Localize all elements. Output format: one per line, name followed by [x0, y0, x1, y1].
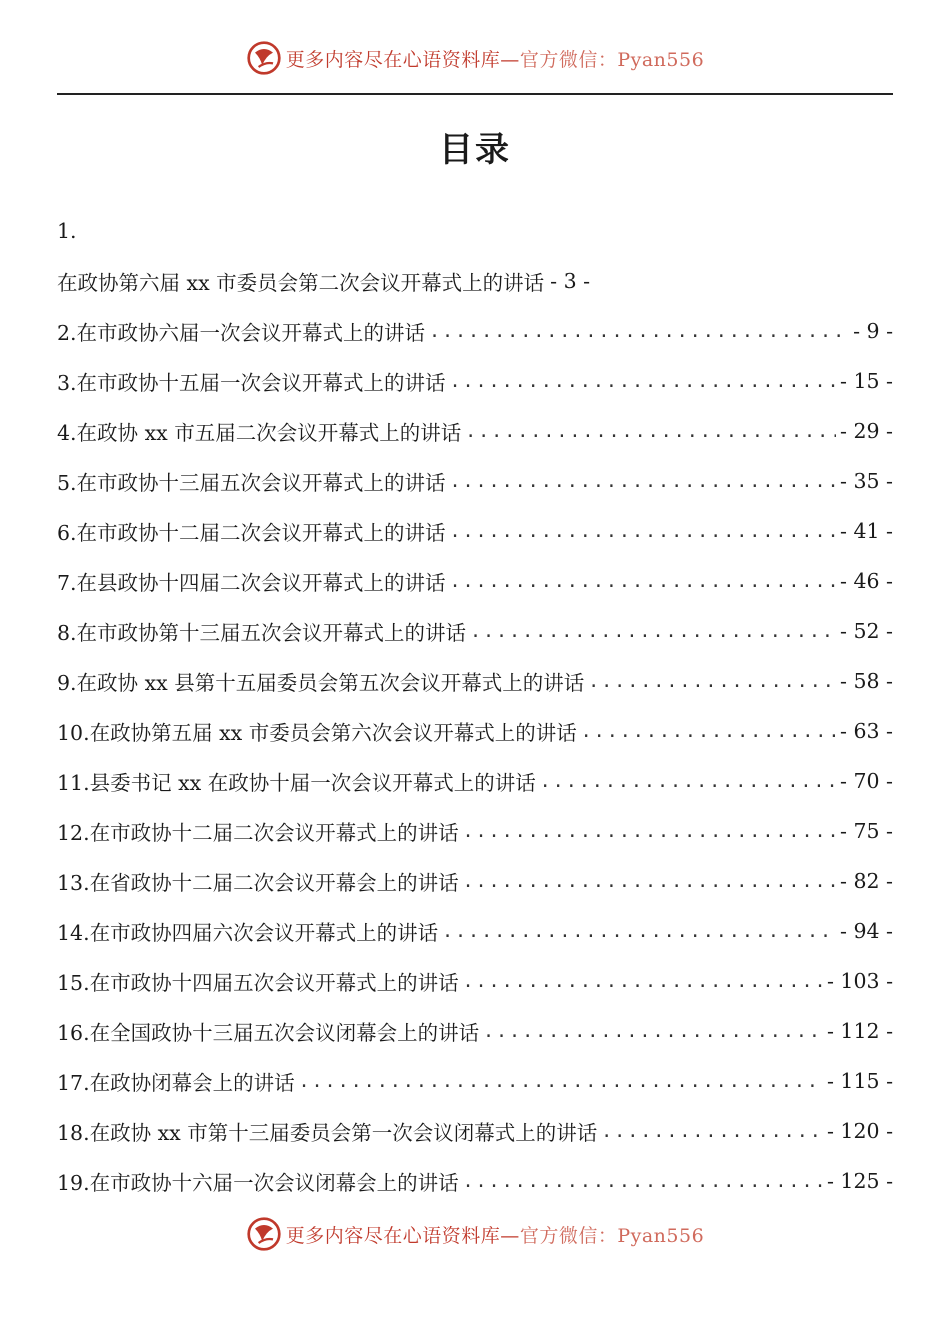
toc-entry-title: 9.在政协 xx 县第十五届委员会第五次会议开幕式上的讲话 — [57, 671, 585, 695]
toc-entry-title: 16.在全国政协十三届五次会议闭幕会上的讲话 — [57, 1021, 480, 1045]
toc-item[interactable] — [57, 406, 893, 456]
toc-item[interactable] — [57, 306, 893, 356]
toc-leader-dots — [450, 371, 836, 392]
toc-entry-title: 13.在省政协十二届二次会议开幕会上的讲话 — [57, 871, 459, 895]
toc-item[interactable] — [57, 856, 893, 906]
toc-leader-dots — [450, 571, 836, 592]
toc-entry-page: - 70 - — [840, 769, 893, 793]
toc-entry-page: - 82 - — [840, 869, 893, 893]
toc-entry-page: - 41 - — [840, 519, 893, 543]
toc-entry-title: 19.在市政协十六届一次会议闭幕会上的讲话 — [57, 1171, 459, 1195]
toc-entry-title: 15.在市政协十四届五次会议开幕式上的讲话 — [57, 971, 459, 995]
toc-leader-dots — [463, 821, 836, 842]
toc-entry-title: 5.在市政协十三届五次会议开幕式上的讲话 — [57, 471, 446, 495]
brand-logo-icon — [246, 40, 282, 76]
toc-entry-title: 8.在市政协第十三届五次会议开幕式上的讲话 — [57, 621, 467, 645]
toc-entry-page: - 3 - — [550, 269, 591, 293]
toc-entry-page: - 35 - — [840, 469, 893, 493]
toc-entry-title: 10.在政协第五届 xx 市委员会第六次会议开幕式上的讲话 — [57, 721, 577, 745]
toc-item[interactable] — [57, 556, 893, 606]
toc-leader-dots — [581, 721, 836, 742]
toc-entry-page: - 94 - — [840, 919, 893, 943]
toc-item[interactable] — [57, 656, 893, 706]
toc-leader-dots — [483, 1021, 823, 1042]
header-divider — [57, 93, 893, 95]
toc-entry-page: - 112 - — [826, 1019, 893, 1043]
toc-entry-page: - 115 - — [826, 1069, 893, 1093]
toc-item[interactable] — [57, 1106, 893, 1156]
footer-banner — [0, 1212, 950, 1256]
brand-logo-icon — [246, 1216, 282, 1252]
toc-entry-page: - 58 - — [840, 669, 893, 693]
toc-entry-page: - 15 - — [840, 369, 893, 393]
toc-entry-page: - 120 - — [826, 1119, 893, 1143]
toc-entry-page: - 52 - — [840, 619, 893, 643]
toc-entry-page: - 75 - — [840, 819, 893, 843]
toc-entry-title: 11.县委书记 xx 在政协十届一次会议开幕式上的讲话 — [57, 771, 536, 795]
toc-item[interactable] — [57, 1156, 893, 1206]
toc-leader-dots — [450, 521, 836, 542]
toc-entry-title: 3.在市政协十五届一次会议开幕式上的讲话 — [57, 371, 446, 395]
toc-entry-page: - 46 - — [840, 569, 893, 593]
toc-leader-dots — [588, 671, 836, 692]
toc-entry-title: 14.在市政协四届六次会议开幕式上的讲话 — [57, 921, 439, 945]
toc-entry-title: 12.在市政协十二届二次会议开幕式上的讲话 — [57, 821, 459, 845]
toc-entry-title: 在政协第六届 xx 市委员会第二次会议开幕式上的讲话 — [57, 271, 545, 295]
toc-item[interactable] — [57, 1056, 893, 1106]
toc-first-number[interactable]: 1. — [57, 219, 77, 243]
toc-entry-title: 2.在市政协六届一次会议开幕式上的讲话 — [57, 321, 426, 345]
toc-item[interactable] — [57, 506, 893, 556]
toc-leader-dots — [450, 471, 836, 492]
toc-item[interactable] — [57, 606, 893, 656]
toc-entry-page: - 103 - — [826, 969, 893, 993]
toc-leader-dots — [463, 871, 836, 892]
page-title: 目录 — [439, 130, 511, 170]
toc-leader-dots — [540, 771, 836, 792]
toc-item[interactable] — [57, 1006, 893, 1056]
table-of-contents — [57, 206, 893, 1206]
toc-leader-dots — [465, 421, 836, 442]
toc-leader-dots — [463, 1171, 823, 1192]
toc-leader-dots — [601, 1121, 823, 1142]
toc-leader-dots — [429, 321, 849, 342]
toc-entry-title: 17.在政协闭幕会上的讲话 — [57, 1071, 295, 1095]
header-banner-text: 更多内容尽在心语资料库—官方微信：Pyan556 — [285, 48, 705, 71]
toc-entry-title: 7.在县政协十四届二次会议开幕式上的讲话 — [57, 571, 446, 595]
toc-leader-dots — [470, 621, 836, 642]
toc-leader-dots — [299, 1071, 823, 1092]
toc-item[interactable] — [57, 806, 893, 856]
toc-entry-page: - 29 - — [840, 419, 893, 443]
toc-item[interactable] — [57, 756, 893, 806]
toc-entry-page: - 63 - — [840, 719, 893, 743]
toc-entry-page: - 9 - — [853, 319, 893, 343]
toc-item[interactable] — [57, 706, 893, 756]
toc-entry-title: 18.在政协 xx 市第十三届委员会第一次会议闭幕式上的讲话 — [57, 1121, 598, 1145]
toc-item[interactable] — [57, 956, 893, 1006]
toc-list — [57, 306, 893, 1206]
header-banner — [0, 36, 950, 80]
toc-item[interactable] — [57, 456, 893, 506]
toc-item[interactable] — [57, 906, 893, 956]
toc-leader-dots — [463, 971, 823, 992]
footer-banner-text: 更多内容尽在心语资料库—官方微信：Pyan556 — [285, 1224, 705, 1247]
toc-leader-dots — [442, 921, 836, 942]
toc-entry-title: 4.在政协 xx 市五届二次会议开幕式上的讲话 — [57, 421, 462, 445]
toc-entry-page: - 125 - — [826, 1169, 893, 1193]
toc-entry-title: 6.在市政协十二届二次会议开幕式上的讲话 — [57, 521, 446, 545]
toc-first-entry[interactable] — [57, 256, 893, 306]
toc-item[interactable] — [57, 356, 893, 406]
